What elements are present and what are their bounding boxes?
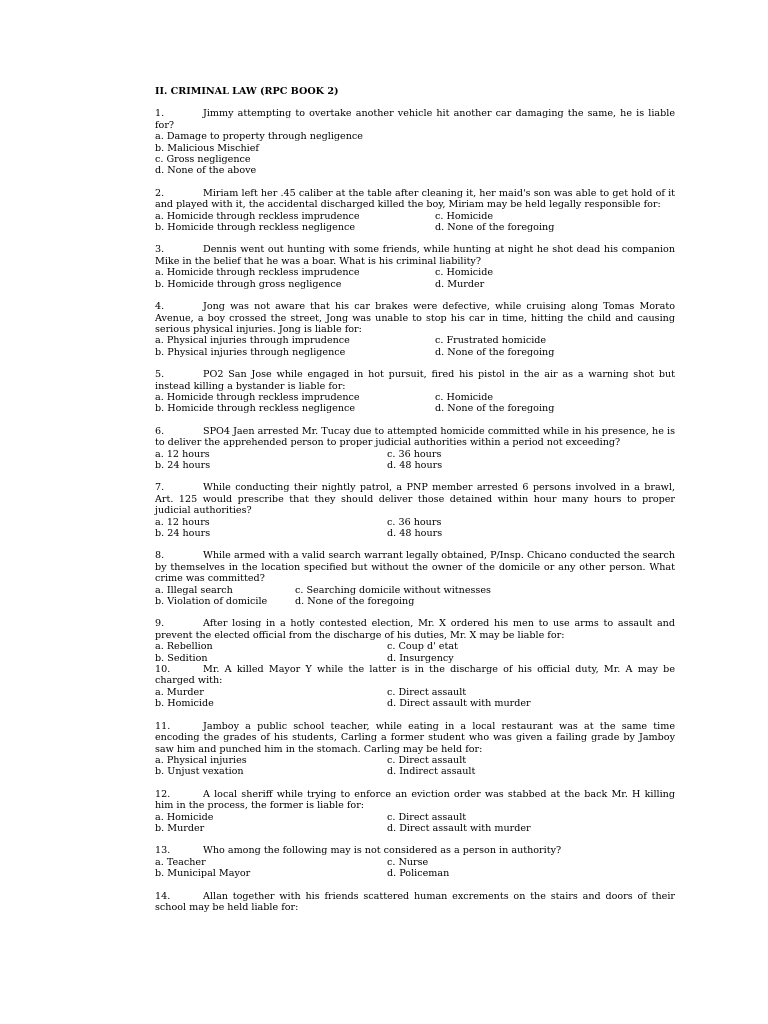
question-item <box>155 369 675 415</box>
option-row <box>155 857 675 868</box>
question-stem <box>155 664 675 687</box>
answer-option: d. None of the foregoing <box>435 222 555 234</box>
answer-option: b. Municipal Mayor <box>155 868 251 880</box>
option-row <box>155 449 675 460</box>
question-item <box>155 721 675 778</box>
answer-option: a. 12 hours <box>155 516 210 528</box>
option-row <box>155 517 675 528</box>
question-item <box>155 664 675 710</box>
question-number: 4. <box>155 301 165 313</box>
answer-option: c. Coup d' etat <box>387 641 458 653</box>
answer-option: a. Physical injuries through imprudence <box>155 335 350 347</box>
option-row <box>155 460 675 471</box>
answer-option: c. Homicide <box>435 391 494 403</box>
option-row <box>155 698 675 709</box>
option-row <box>155 823 675 834</box>
option-row <box>155 347 675 358</box>
answer-option: a. Rebellion <box>155 641 213 653</box>
answer-option: b. Murder <box>155 822 205 834</box>
answer-option: a. Homicide through reckless imprudence <box>155 391 360 403</box>
option-row <box>155 403 675 414</box>
question-item <box>155 845 675 879</box>
question-text: While conducting their nightly patrol, a PNP member arrested 6 persons involved in a brawl, Art. 125 would prescribe that they should deliver those detained within hour many hours to proper judicial authorities? <box>155 482 675 517</box>
question-number: 1. <box>155 108 165 120</box>
answer-option: b. Physical injuries through negligence <box>155 346 346 358</box>
question-stem <box>155 301 675 335</box>
option-row <box>155 766 675 777</box>
answer-option: a. Teacher <box>155 856 206 868</box>
section-heading: II. CRIMINAL LAW (RPC BOOK 2) <box>155 86 339 97</box>
answer-option: a. Homicide through reckless imprudence <box>155 267 360 279</box>
question-list <box>155 108 675 913</box>
question-number: 13. <box>155 845 171 857</box>
answer-option: d. None of the foregoing <box>435 403 555 415</box>
question-number: 6. <box>155 425 165 437</box>
question-item <box>155 426 675 472</box>
answer-option: d. Policeman <box>387 868 450 880</box>
question-text: Jong was not aware that his car brakes were defective, while cruising along Tomas Morato Avenue, a boy crossed the street, Jong was unable to stop his car in time, hitting the child and causing serious physical injuries. Jong is liable for: <box>155 301 675 335</box>
question-stem <box>155 188 675 211</box>
question-stem <box>155 108 675 131</box>
question-stem <box>155 550 675 584</box>
answer-option: d. Insurgency <box>387 652 454 664</box>
answer-option: d. None of the foregoing <box>295 596 415 608</box>
question-number: 3. <box>155 244 165 256</box>
question-text: SPO4 Jaen arrested Mr. Tucay due to attempted homicide committed while in his presence, he is to deliver the apprehended person to proper judicial authorities within a period not exceeding? <box>155 425 675 449</box>
answer-option: c. Searching domicile without witnesses <box>295 584 491 596</box>
question-stem <box>155 482 675 516</box>
question-item <box>155 482 675 539</box>
answer-option: c. Gross negligence <box>155 154 251 166</box>
question-item <box>155 244 675 290</box>
question-text: A local sheriff while trying to enforce an eviction order was stabbed at the back Mr. H killing him in the process, the former is liable for: <box>155 788 675 812</box>
option-row <box>155 143 675 154</box>
answer-option: b. Homicide through reckless negligence <box>155 222 356 234</box>
answer-option: a. Homicide <box>155 811 214 823</box>
question-number: 10. <box>155 664 171 676</box>
question-number: 12. <box>155 788 171 800</box>
answer-option: b. 24 hours <box>155 528 211 539</box>
answer-option: d. Murder <box>435 278 485 290</box>
option-row <box>155 335 675 346</box>
option-row <box>155 596 675 607</box>
answer-option: a. 12 hours <box>155 448 210 460</box>
option-row <box>155 528 675 539</box>
question-text: PO2 San Jose while engaged in hot pursuit, fired his pistol in the air as a warning shot but instead killing a bystander is liable for: <box>155 369 675 392</box>
question-item <box>155 891 675 914</box>
option-row <box>155 392 675 403</box>
question-text: Allan together with his friends scattered human excrements on the stairs and doors of their school may be held liable for: <box>155 890 675 913</box>
question-item <box>155 108 675 176</box>
answer-option: b. Violation of domicile <box>155 596 268 608</box>
question-stem <box>155 845 675 856</box>
answer-option: c. Frustrated homicide <box>435 335 547 347</box>
option-row <box>155 812 675 823</box>
answer-option: c. 36 hours <box>387 516 442 528</box>
question-number: 8. <box>155 550 165 562</box>
answer-option: a. Murder <box>155 686 204 698</box>
option-row <box>155 868 675 879</box>
option-row <box>155 154 675 165</box>
option-row <box>155 279 675 290</box>
question-item <box>155 188 675 234</box>
question-text: Dennis went out hunting with some friends, while hunting at night he shot dead his companion Mike in the belief that he was a boar. What is his criminal liability? <box>155 244 675 267</box>
option-row <box>155 653 675 664</box>
option-row <box>155 211 675 222</box>
question-number: 7. <box>155 482 165 494</box>
answer-option: c. Nurse <box>387 856 429 868</box>
answer-option: d. 48 hours <box>387 528 443 539</box>
question-text: Jimmy attempting to overtake another vehicle hit another car damaging the same, he is liable for? <box>155 108 675 131</box>
question-stem <box>155 618 675 641</box>
question-stem <box>155 369 675 392</box>
answer-option: a. Damage to property through negligence <box>155 131 363 143</box>
answer-option: d. None of the above <box>155 165 257 177</box>
question-stem <box>155 244 675 267</box>
answer-option: b. Malicious Mischief <box>155 142 259 154</box>
document-content <box>155 86 675 924</box>
answer-option: d. 48 hours <box>387 459 443 471</box>
answer-option: b. 24 hours <box>155 459 211 471</box>
answer-option: c. 36 hours <box>387 448 442 460</box>
question-text: Who among the following may is not considered as a person in authority? <box>203 845 562 857</box>
question-number: 9. <box>155 618 165 630</box>
answer-option: c. Direct assault <box>387 811 467 823</box>
option-row <box>155 267 675 278</box>
answer-option: d. Direct assault with murder <box>387 822 531 834</box>
answer-option: b. Homicide through gross negligence <box>155 278 342 290</box>
option-row <box>155 131 675 142</box>
question-text: Jamboy a public school teacher, while eating in a local restaurant was at the same time encoding the grades of his students, Carling a former student who was given a failing grade by Jamboy saw him and punched him in the stomach. Carling may be held for: <box>155 720 675 755</box>
question-item <box>155 550 675 607</box>
answer-option: a. Physical injuries <box>155 754 247 766</box>
question-number: 11. <box>155 720 171 732</box>
option-row <box>155 585 675 596</box>
question-stem <box>155 426 675 449</box>
answer-option: c. Direct assault <box>387 754 467 766</box>
answer-option: d. Direct assault with murder <box>387 698 531 710</box>
answer-option: d. None of the foregoing <box>435 346 555 358</box>
question-item <box>155 301 675 358</box>
option-row <box>155 165 675 176</box>
question-number: 5. <box>155 369 165 381</box>
question-text: Miriam left her .45 caliber at the table after cleaning it, her maid's son was able to get hold of it and played with it, the accidental discharged killed the boy, Miriam may be held legally responsible for: <box>155 187 675 211</box>
answer-option: b. Unjust vexation <box>155 766 244 778</box>
option-row <box>155 755 675 766</box>
answer-option: c. Direct assault <box>387 686 467 698</box>
option-row <box>155 222 675 233</box>
question-text: Mr. A killed Mayor Y while the latter is in the discharge of his official duty, Mr. A may be charged with: <box>155 664 675 687</box>
question-item <box>155 789 675 835</box>
question-stem <box>155 721 675 755</box>
question-number: 2. <box>155 187 165 199</box>
answer-option: d. Indirect assault <box>387 766 476 778</box>
question-stem <box>155 789 675 812</box>
question-stem <box>155 891 675 914</box>
answer-option: c. Homicide <box>435 210 494 222</box>
answer-option: b. Sedition <box>155 652 208 664</box>
option-row <box>155 687 675 698</box>
answer-option: b. Homicide <box>155 698 214 710</box>
question-text: While armed with a valid search warrant legally obtained, P/Insp. Chicano conducted the search by themselves in the location specified but without the owner of the domicile or any other person. What crime was committed? <box>155 550 675 585</box>
answer-option: a. Homicide through reckless imprudence <box>155 210 360 222</box>
answer-option: b. Homicide through reckless negligence <box>155 403 356 415</box>
question-text: After losing in a hotly contested election, Mr. X ordered his men to use arms to assault and prevent the elected official from the discharge of his duties, Mr. X may be liable for: <box>155 618 675 641</box>
answer-option: a. Illegal search <box>155 584 233 596</box>
option-row <box>155 641 675 652</box>
question-item <box>155 618 675 664</box>
question-number: 14. <box>155 890 171 902</box>
answer-option: c. Homicide <box>435 267 494 279</box>
